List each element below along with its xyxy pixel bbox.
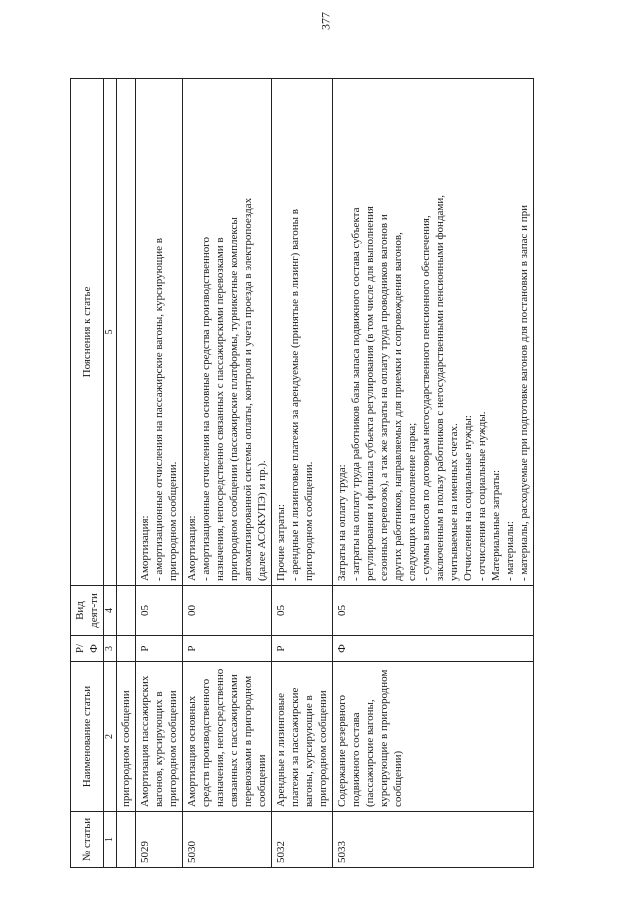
explanation-line: - материалы: xyxy=(504,521,516,581)
header-number-3: 3 xyxy=(104,636,117,662)
explanation-line: Амортизация: xyxy=(139,515,151,581)
article-table xyxy=(70,78,534,868)
section-blank-cell xyxy=(117,812,136,868)
explanation-line: Прочие затраты: xyxy=(275,504,287,581)
explanation-line: Амортизация: xyxy=(186,515,198,581)
header-row xyxy=(71,79,104,868)
page-number xyxy=(306,6,346,36)
section-blank-cell xyxy=(117,636,136,662)
article-activity: 05 xyxy=(136,586,183,636)
article-rf: Р xyxy=(136,636,183,662)
article-code: 5032 xyxy=(272,812,333,868)
header-activity-type: Вид деят-ти xyxy=(71,586,104,636)
explanation-line: других работников, направляемых для приемки и сопровождения вагонов, xyxy=(392,232,404,581)
article-rf: Р xyxy=(272,636,333,662)
explanation-line: - затраты на оплату труда работников базы запаса подвижного состава субъекта xyxy=(350,207,362,581)
header-rf: Р/ Ф xyxy=(71,636,104,662)
explanation-line: Отчисления на социальные нужды: xyxy=(462,415,474,581)
article-activity: 00 xyxy=(183,586,272,636)
explanation-line: сезонных перевозок), а так же затраты на оплату труда проводников вагонов и xyxy=(378,214,390,581)
table-row xyxy=(333,79,534,868)
explanation-line: пригородном сообщении. xyxy=(167,461,179,581)
article-rf: Р xyxy=(183,636,272,662)
header-article-number: № статьи xyxy=(71,812,104,868)
header-number-5: 5 xyxy=(104,79,117,586)
article-code: 5029 xyxy=(136,812,183,868)
header-article-name: Наименование статьи xyxy=(71,662,104,812)
header-number-1: 1 xyxy=(104,812,117,868)
explanation-line: пригородном сообщении. xyxy=(303,461,315,581)
explanation-line: заключенным в пользу работников с негосударственными пенсионными фондами, xyxy=(434,194,446,581)
explanation-line: учитываемые на именных счетах. xyxy=(448,423,460,581)
article-explanation xyxy=(183,79,272,586)
table-row xyxy=(136,79,183,868)
section-title: пригородном сообщении xyxy=(117,662,136,812)
article-explanation xyxy=(272,79,333,586)
header-number-4: 4 xyxy=(104,586,117,636)
section-blank-cell xyxy=(117,586,136,636)
table-row xyxy=(183,79,272,868)
article-code: 5030 xyxy=(183,812,272,868)
explanation-line: пригородном сообщении (пассажирские платформы, турникетные комплексы xyxy=(228,217,240,581)
header-number-2: 2 xyxy=(104,662,117,812)
explanation-line: следующих на пополнение парка; xyxy=(406,422,418,581)
article-rf: Ф xyxy=(333,636,534,662)
article-name: Амортизация пассажирских вагонов, курсирующих в пригородном сообщении xyxy=(136,662,183,812)
rotated-table-sheet xyxy=(70,78,600,868)
explanation-line: - амортизационные отчисления на основные средства производственного xyxy=(200,236,212,581)
explanation-line: (далее АСОКУПЭ) и пр.). xyxy=(256,460,268,581)
article-name: Содержание резервного подвижного состава (пассажирские вагоны, курсирующие в пригородном сообщении) xyxy=(333,662,534,812)
section-blank-cell xyxy=(117,79,136,586)
explanation-line: назначения, непосредственно связанных с пассажирскими перевозками в xyxy=(214,237,226,581)
explanation-line: регулирования и филиала субъекта регулирования (в том числе для выполнения xyxy=(364,206,376,581)
explanation-line: - материалы, расходуемые при подготовке вагонов для постановки в запас и при xyxy=(518,204,530,581)
article-explanation xyxy=(333,79,534,586)
article-explanation xyxy=(136,79,183,586)
page-number-text: 377 xyxy=(318,12,333,30)
header-explanation: Пояснения к статье xyxy=(71,79,104,586)
article-name: Амортизация основных средств производственного назначения, непосредственно связанных с пассажирскими перевозками в пригородном сообщении xyxy=(183,662,272,812)
explanation-line: автоматизированной системы оплаты, контроля и учета проезда в электропоездах xyxy=(242,197,254,581)
explanation-line: - амортизационные отчисления на пассажирские вагоны, курсирующие в xyxy=(153,238,165,581)
explanation-line: Материальные затраты: xyxy=(490,469,502,581)
article-activity: 05 xyxy=(333,586,534,636)
article-name: Арендные и лизинговые платежи за пассажирские вагоны, курсирующие в пригородном сообщении xyxy=(272,662,333,812)
section-row xyxy=(117,79,136,868)
table-row xyxy=(272,79,333,868)
explanation-line: - отчисления на социальные нужды. xyxy=(476,411,488,581)
article-code: 5033 xyxy=(333,812,534,868)
explanation-line: - арендные и лизинговые платежи за арендуемые (принятые в лизинг) вагоны в xyxy=(289,209,301,581)
header-number-row xyxy=(104,79,117,868)
article-activity: 05 xyxy=(272,586,333,636)
explanation-line: - суммы взносов по договорам негосударственного пенсионного обеспечения, xyxy=(420,215,432,581)
explanation-line: Затраты на оплату труда: xyxy=(336,464,348,581)
